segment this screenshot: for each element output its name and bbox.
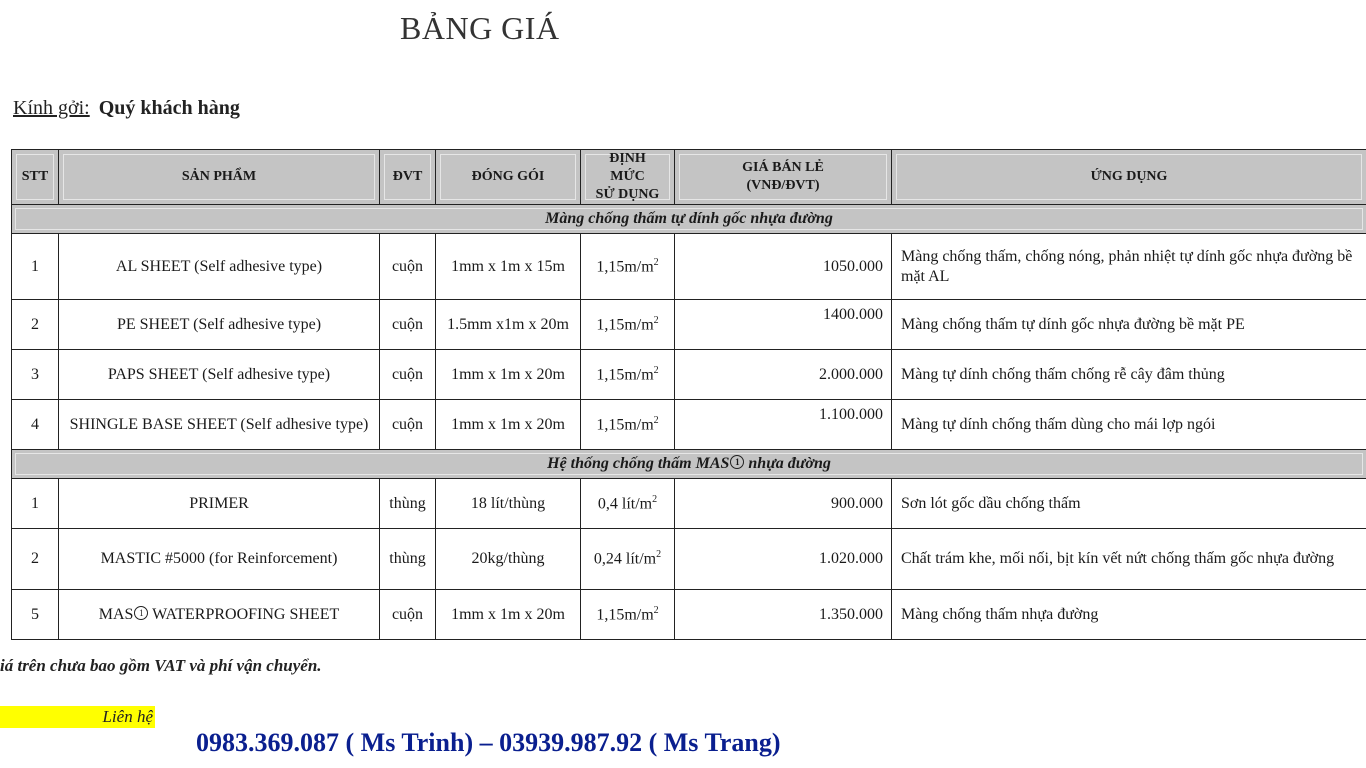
cell-stt: 1 xyxy=(12,479,59,529)
section-row xyxy=(12,450,1366,479)
cell-unit: cuộn xyxy=(380,350,436,400)
cell-price: 2.000.000 xyxy=(675,350,892,400)
greeting-value: Quý khách hàng xyxy=(98,97,240,119)
cell-stt: 2 xyxy=(12,300,59,350)
cell-norm: $1,15m/m^2$ xyxy=(581,400,675,450)
cell-unit: thùng xyxy=(380,479,436,529)
contact-label: Liên hệ xyxy=(0,706,155,728)
greeting-label: Kính gởi: xyxy=(13,97,90,119)
table-row xyxy=(12,529,1366,590)
cell-application: Chất trám khe, mối nối, bịt kín vết nứt chống thấm gốc nhựa đường xyxy=(892,529,1366,590)
cell-price: 1400.000 xyxy=(675,300,892,350)
header-norm-line1: ĐỊNH xyxy=(609,151,646,166)
cell-product: MAS 1 WATERPROOFING SHEET xyxy=(59,590,380,640)
circled-number-icon: 1 xyxy=(730,455,744,469)
cell-unit: cuộn xyxy=(380,300,436,350)
cell-product: PE SHEET (Self adhesive type) xyxy=(59,300,380,350)
cell-packing: 1.5mm x1m x 20m xyxy=(436,300,581,350)
header-stt: STT xyxy=(12,150,59,205)
cell-packing: 1mm x 1m x 20m xyxy=(436,400,581,450)
header-application: ỨNG DỤNG xyxy=(892,150,1366,205)
cell-packing: 20kg/thùng xyxy=(436,529,581,590)
section-row xyxy=(12,205,1366,234)
cell-unit: thùng xyxy=(380,529,436,590)
cell-application: Sơn lót gốc dầu chống thấm xyxy=(892,479,1366,529)
cell-price: 900.000 xyxy=(675,479,892,529)
cell-price: 1050.000 xyxy=(675,234,892,300)
cell-unit: cuộn xyxy=(380,400,436,450)
header-norm-line3: SỬ DỤNG xyxy=(595,187,660,202)
contact-phones: 0983.369.087 ( Ms Trinh) – 03939.987.92 ( Ms Trang) xyxy=(196,728,781,757)
cell-stt: 4 xyxy=(12,400,59,450)
header-norm-line2: MỨC xyxy=(610,169,645,184)
header-norm xyxy=(581,150,675,205)
cell-stt: 3 xyxy=(12,350,59,400)
table-row xyxy=(12,400,1366,450)
cell-packing: 1mm x 1m x 20m xyxy=(436,590,581,640)
cell-norm: $1,15m/m^2$ xyxy=(581,590,675,640)
cell-application: Màng tự dính chống thấm chống rễ cây đâm thủng xyxy=(892,350,1366,400)
cell-stt: 1 xyxy=(12,234,59,300)
cell-application: Màng chống thấm nhựa đường xyxy=(892,590,1366,640)
table-row xyxy=(12,300,1366,350)
section-title: Hệ thống chống thấm MAS 1 nhựa đường xyxy=(12,450,1366,479)
table-row xyxy=(12,590,1366,640)
table-row xyxy=(12,350,1366,400)
cell-norm: 0,4 lít/$m^2$ xyxy=(581,479,675,529)
table-header-row xyxy=(12,150,1366,205)
cell-product: PAPS SHEET (Self adhesive type) xyxy=(59,350,380,400)
cell-price: 1.100.000 xyxy=(675,400,892,450)
cell-unit: cuộn xyxy=(380,590,436,640)
header-product: SẢN PHẨM xyxy=(59,150,380,205)
table-row xyxy=(12,479,1366,529)
cell-price: 1.350.000 xyxy=(675,590,892,640)
cell-product: MASTIC #5000 (for Reinforcement) xyxy=(59,529,380,590)
cell-product: SHINGLE BASE SHEET (Self adhesive type) xyxy=(59,400,380,450)
cell-norm: $1,15m/m^2$ xyxy=(581,350,675,400)
cell-norm: $1,15m/m^2$ xyxy=(581,234,675,300)
cell-norm: $1,15m/m^2$ xyxy=(581,300,675,350)
price-table xyxy=(11,149,1366,640)
header-packing: ĐÓNG GÓI xyxy=(436,150,581,205)
cell-product: PRIMER xyxy=(59,479,380,529)
section-title: Màng chống thấm tự dính gốc nhựa đường xyxy=(12,205,1366,234)
page-title: BẢNG GIÁ xyxy=(400,10,560,46)
cell-unit: cuộn xyxy=(380,234,436,300)
table-row xyxy=(12,234,1366,300)
cell-application: Màng chống thấm tự dính gốc nhựa đường bề mặt PE xyxy=(892,300,1366,350)
cell-application: Màng chống thấm, chống nóng, phản nhiệt tự dính gốc nhựa đường bề mặt AL xyxy=(892,234,1366,300)
cell-stt: 5 xyxy=(12,590,59,640)
cell-packing: 18 lít/thùng xyxy=(436,479,581,529)
header-price xyxy=(675,150,892,205)
circled-number-icon: 1 xyxy=(134,606,148,620)
greeting xyxy=(13,97,240,120)
cell-packing: 1mm x 1m x 20m xyxy=(436,350,581,400)
cell-application: Màng tự dính chống thấm dùng cho mái lợp ngói xyxy=(892,400,1366,450)
header-price-line1: GIÁ BÁN LẺ xyxy=(742,160,824,175)
cell-product: AL SHEET (Self adhesive type) xyxy=(59,234,380,300)
cell-packing: 1mm x 1m x 15m xyxy=(436,234,581,300)
cell-norm: 0,24 lít/$m^2$ xyxy=(581,529,675,590)
header-unit: ĐVT xyxy=(380,150,436,205)
cell-stt: 2 xyxy=(12,529,59,590)
cell-price: 1.020.000 xyxy=(675,529,892,590)
header-price-line2: (VNĐ/ĐVT) xyxy=(746,178,820,193)
price-note: iá trên chưa bao gồm VAT và phí vận chuyển. xyxy=(0,656,322,675)
